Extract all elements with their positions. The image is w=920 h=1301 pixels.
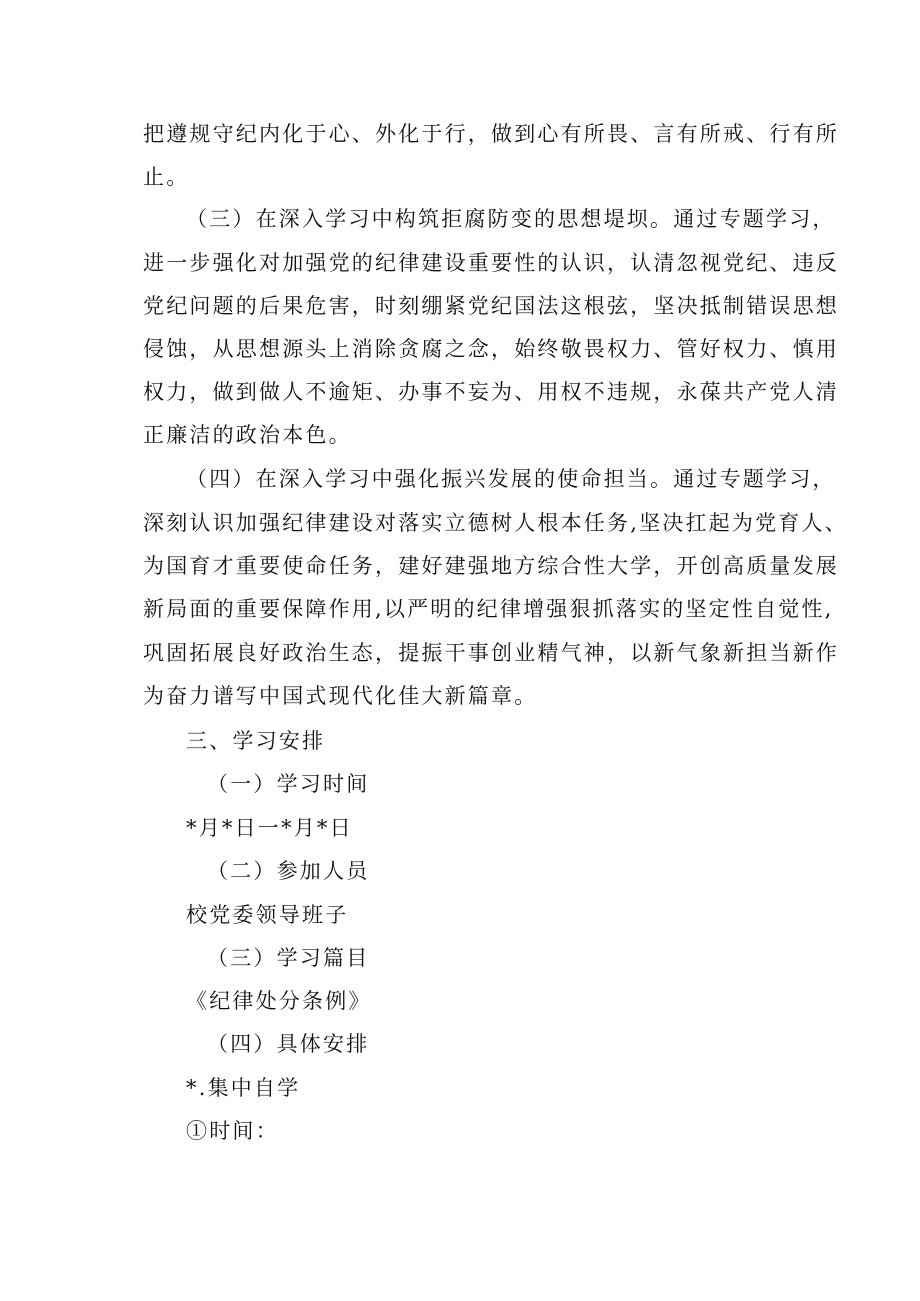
paragraph-3-line: 侵蚀，从思想源头上消除贪腐之念，始终敬畏权力、管好权力、慎用 <box>143 337 839 361</box>
section-heading: 三、学习安排 <box>186 729 326 753</box>
subsection-body: 《纪律处分条例》 <box>186 989 372 1013</box>
paragraph-4-line: 巩固拓展良好政治生态，提振干事创业精气神，以新气象新担当新作 <box>143 641 839 665</box>
subsection-heading: （一）学习时间 <box>207 772 370 796</box>
paragraph-line: 把遵规守纪内化于心、外化于行，做到心有所畏、言有所戒、行有所 <box>143 122 839 146</box>
subsection-heading: （二）参加人员 <box>207 859 370 883</box>
paragraph-line: 止。 <box>143 165 190 189</box>
subsection-heading: （三）学习篇目 <box>207 946 370 970</box>
list-item-time: ①时间： <box>186 1119 279 1143</box>
paragraph-3-line: 进一步强化对加强党的纪律建设重要性的认识，认清忽视党纪、违反 <box>143 251 839 275</box>
paragraph-3-line: 党纪问题的后果危害，时刻绷紧党纪国法这根弦，坚决抵制错误思想 <box>143 294 839 318</box>
paragraph-4-line: 为奋力谱写中国式现代化佳大新篇章。 <box>143 684 538 708</box>
list-item-heading: *.集中自学 <box>186 1076 301 1100</box>
paragraph-4-line: 深刻认识加强纪律建设对落实立德树人根本任务,坚决扛起为党育人、 <box>143 511 848 535</box>
paragraph-4-line: 为国育才重要使命任务，建好建强地方综合性大学，开创高质量发展 <box>143 554 839 578</box>
subsection-heading: （四）具体安排 <box>207 1032 370 1056</box>
subsection-body: 校党委领导班子 <box>186 903 349 927</box>
paragraph-3-line: 权力，做到做人不逾矩、办事不妄为、用权不违规，永葆共产党人清 <box>143 380 839 404</box>
paragraph-4-line: 新局面的重要保障作用,以严明的纪律增强狠抓落实的坚定性自觉性, <box>143 597 834 621</box>
paragraph-4-line: （四）在深入学习中强化振兴发展的使命担当。通过专题学习， <box>186 467 836 491</box>
paragraph-3-line: （三）在深入学习中构筑拒腐防变的思想堤坝。通过专题学习， <box>186 207 836 231</box>
paragraph-3-line: 正廉洁的政治本色。 <box>143 423 352 447</box>
subsection-body: *月*日一*月*日 <box>186 816 353 840</box>
